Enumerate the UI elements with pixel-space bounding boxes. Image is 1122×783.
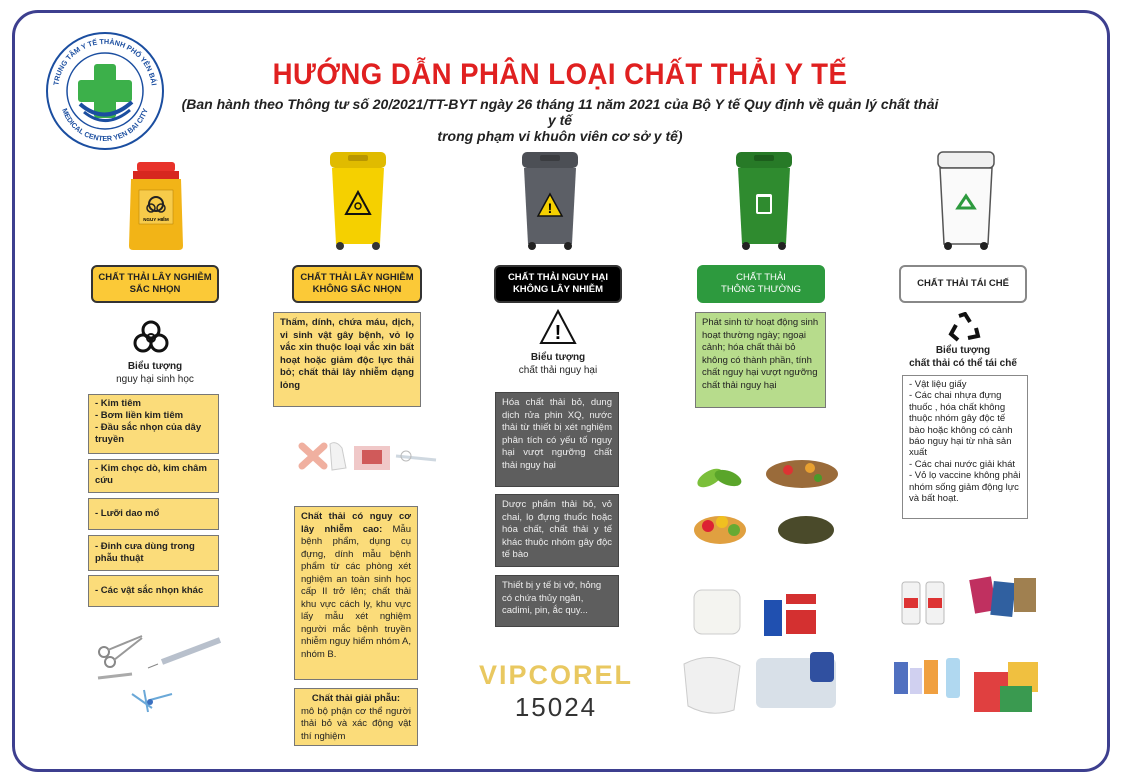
list-item: - Kim tiêm	[95, 398, 141, 409]
sharps-list-box-5	[88, 575, 219, 607]
green-bin-icon	[732, 150, 796, 252]
yellow-bin-icon	[326, 150, 390, 252]
header-sharps-infectious	[91, 265, 219, 303]
container-label: NGUY HIỂM	[143, 217, 169, 222]
general-waste-box: Phát sinh từ hoạt động sinh hoạt thường ngày; ngoại cảnh; hóa chất thải bỏ không có thành phần, tính chất nguy hại vượt ngưỡng chất thải nguy hại	[695, 312, 826, 408]
recyclables-illustration	[888, 574, 1058, 722]
non-sharps-description-box: Thấm, dính, chứa máu, dịch, vi sinh vật gây bệnh, vỏ lọ vắc xin thuộc loại vắc xin bất hoạt hoặc giảm độc lực thải bỏ; chất thải lây nhiễm dạng lỏng	[273, 312, 421, 407]
biohazard-icon	[133, 318, 169, 356]
high-risk-body: Mẫu bệnh phẩm, dụng cụ đựng, dính mẫu bệnh phẩm từ các phòng xét nghiệm an toàn sinh học cấp II trở lên; chất thải khu vực cách ly, khu vực lấy mẫu xét nghiệm người mắc bệnh truyền nhiễm nguy hiểm nhóm A, nhóm B.	[301, 523, 411, 660]
hazard-warning-icon	[539, 309, 577, 345]
list-item: - Kim chọc dò, kim châm cứu	[95, 463, 207, 486]
sharps-list-box-4	[88, 535, 219, 571]
svg-text:!: !	[554, 322, 562, 344]
caption-line: chất thải nguy hại	[518, 365, 598, 376]
medical-supplies-illustration	[296, 436, 448, 476]
disposable-items-illustration	[680, 580, 842, 720]
header-recyclable-waste: CHẤT THẢI TÁI CHẾ	[899, 265, 1027, 303]
recycle-caption	[890, 344, 1036, 370]
high-risk-title: Chất thải có nguy cơ lây nhiễm cao:	[301, 511, 411, 535]
high-risk-waste-box	[294, 506, 418, 680]
svg-text:!: !	[547, 200, 553, 216]
header-line: CHẤT THẢI	[736, 272, 786, 283]
sharps-list-box-2	[88, 459, 219, 493]
list-item: - Các vật sắc nhọn khác	[95, 585, 204, 596]
recycle-icon	[948, 312, 982, 344]
sharps-container-icon	[125, 160, 187, 252]
anatomical-waste-box	[294, 688, 418, 746]
list-item: - Vật liệu giấy	[909, 379, 967, 390]
list-item: - Đầu sắc nhọn của dây truyền	[95, 422, 202, 445]
header-line: SẮC NHỌN	[129, 284, 181, 295]
logo-top-text: TRUNG TÂM Y TẾ THÀNH PHỐ YÊN BÁI	[51, 36, 159, 87]
list-item: - Các chai nước giải khát	[909, 458, 1016, 470]
hazardous-chemicals-box: Hóa chất thải bỏ, dung dịch rửa phin XQ, nước thải từ thiết bị xét nghiệm phân tích có yếu tố nguy hại vượt ngưỡng chất thải nguy hại	[495, 392, 619, 487]
subtitle-line-1: (Ban hành theo Thông tư số 20/2021/TT-BYT ngày 26 tháng 11 năm 2021 của Bộ Y tế Quy định về quản lý chất thải y tế	[181, 96, 939, 128]
page-title: HƯỚNG DẪN PHÂN LOẠI CHẤT THẢI Y TẾ	[272, 58, 848, 91]
hazardous-pharma-box: Dược phẩm thải bỏ, vỏ chai, lọ đựng thuốc hoặc hóa chất, chất thải y tế khác thuộc nhóm gây độc tế bào	[495, 494, 619, 567]
hazardous-devices-box: Thiết bị y tế bị vỡ, hỏng có chứa thủy ngân, cadimi, pin, ắc quy...	[495, 575, 619, 627]
caption-line: Biểu tượng	[935, 345, 991, 356]
header-line: THÔNG THƯỜNG	[721, 284, 801, 295]
header-line: CHẤT THẢI LÂY NGHIỄM	[300, 272, 414, 283]
biohazard-caption	[85, 360, 225, 386]
header-line: KHÔNG LÂY NHIỄM	[512, 284, 604, 295]
watermark-code: 15024	[514, 692, 598, 722]
header-line: CHẤT THẢI NGUY HẠI	[507, 272, 609, 283]
recyclable-list-box	[902, 375, 1028, 519]
caption-line: Biểu tượng	[530, 352, 586, 363]
medical-center-logo	[44, 30, 166, 152]
sharps-list-box-1	[88, 394, 219, 454]
header-line: CHẤT THẢI LÂY NGHIỄM	[98, 272, 212, 283]
sharps-list-box-3	[88, 498, 219, 530]
logo-bottom-text: MEDICAL CENTER YEN BAI CITY	[60, 107, 150, 144]
anatomical-body: mô bộ phận cơ thể người thải bỏ và xác động vật thí nghiệm	[301, 705, 411, 742]
list-item: - Vỏ lọ vaccine không phải nhóm sống giảm động lực và bất hoạt.	[909, 470, 1021, 505]
subtitle-line-2: trong phạm vi khuôn viên cơ sở y tế)	[437, 128, 683, 144]
caption-line: chất thải có thể tái chế	[909, 358, 1017, 369]
list-item: - Lưỡi dao mổ	[95, 508, 160, 519]
header-general-waste	[697, 265, 825, 303]
header-non-sharps-infectious	[292, 265, 422, 303]
list-item: - Bơm liền kim tiêm	[95, 410, 184, 421]
page-subtitle	[180, 96, 940, 144]
watermark-name: VIPCOREL	[478, 660, 634, 690]
gray-bin-icon	[518, 150, 582, 252]
list-item: - Các chai nhựa đựng thuốc , hóa chất không thuộc nhóm gây độc tế bào hoặc không có cảnh báo nguy hại từ nhà sản xuất	[909, 390, 1013, 459]
caption-line: nguy hại sinh học	[116, 374, 194, 385]
caption-line: Biểu tượng	[127, 361, 183, 372]
header-hazardous-non-infectious	[494, 265, 622, 303]
header-line: KHÔNG SẮC NHỌN	[312, 284, 402, 295]
list-item: - Đinh cưa dùng trong phẫu thuật	[95, 541, 195, 564]
organic-waste-illustration	[692, 448, 842, 552]
hazard-caption	[488, 351, 628, 377]
white-bin-icon	[934, 150, 998, 252]
sharps-tools-illustration	[92, 628, 232, 730]
anatomical-title: Chất thải giải phẫu:	[311, 693, 401, 704]
